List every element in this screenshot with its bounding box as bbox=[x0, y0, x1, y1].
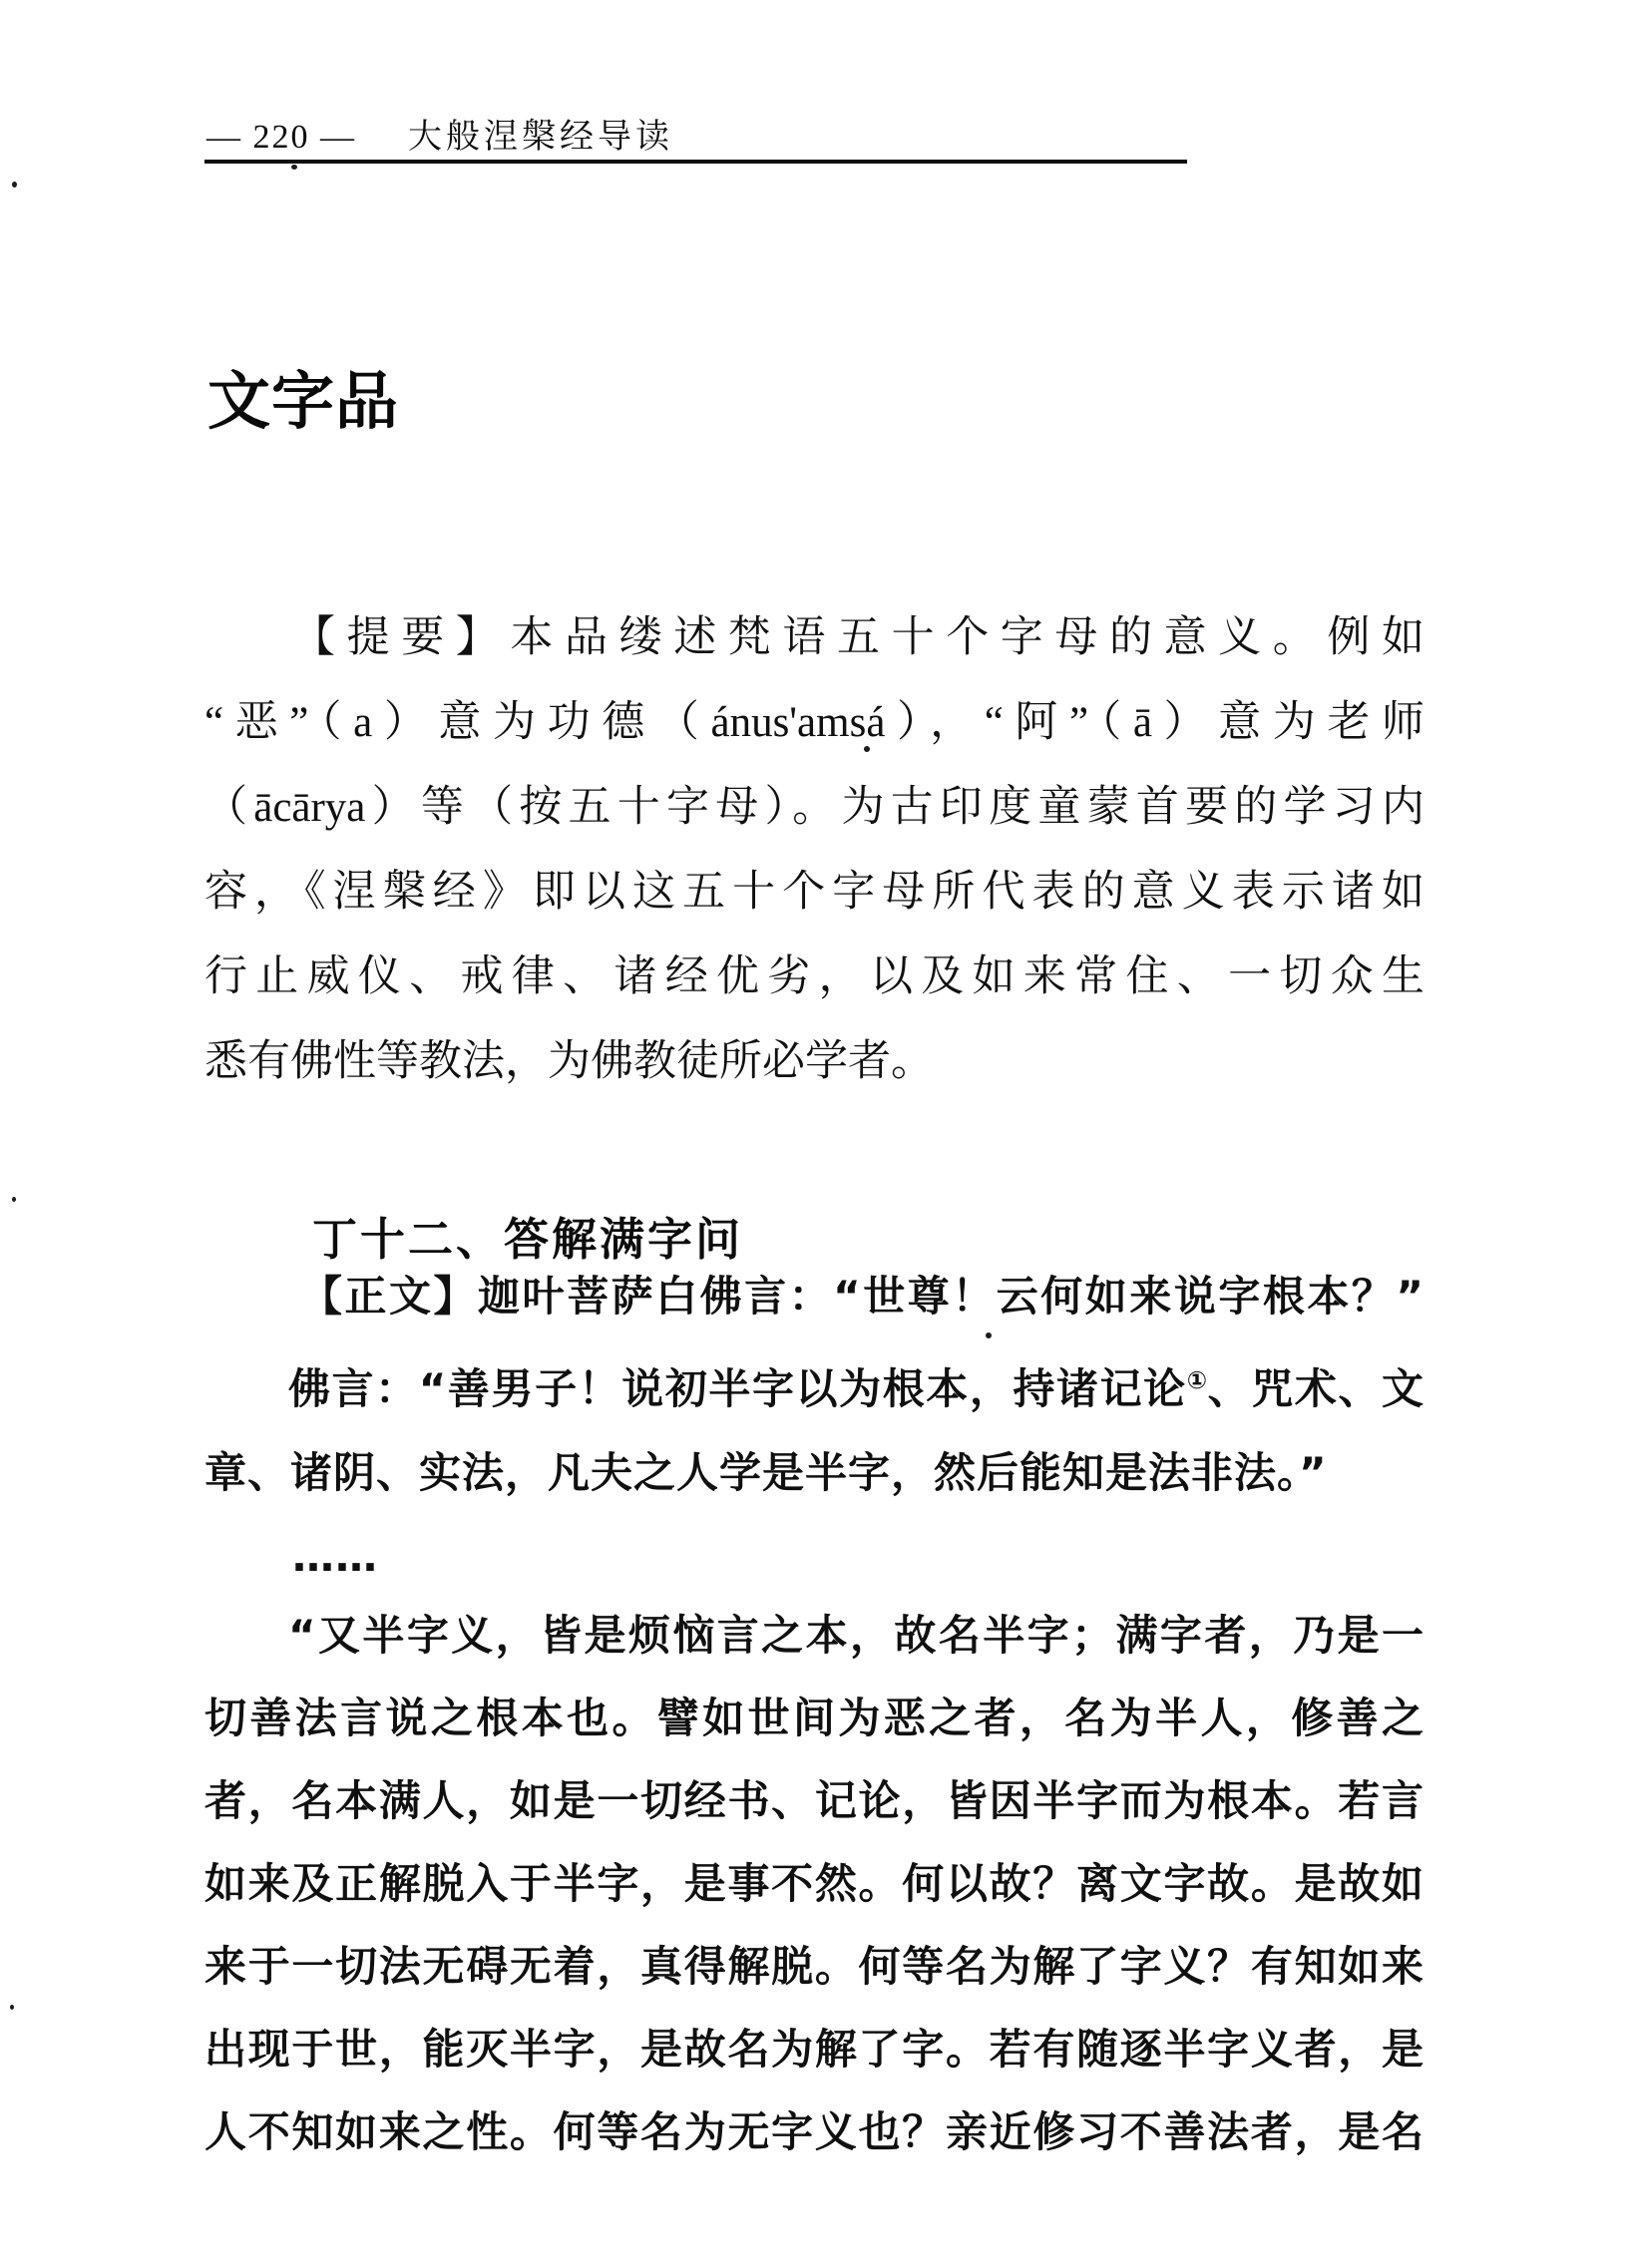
scan-speck bbox=[291, 165, 297, 170]
scripture-intro-paragraph bbox=[204, 1255, 1424, 1599]
ellipsis-line: …… bbox=[292, 1532, 378, 1581]
scripture-body-paragraph bbox=[204, 1594, 1424, 2173]
scripture-line: 如来及正解脱入于半字，是事不然。何以故？离文字故。是故如 bbox=[204, 1859, 1424, 1908]
scripture-line-text: 佛言：“善男子！说初半字以为根本，持诸记论 bbox=[288, 1364, 1187, 1413]
scan-speck bbox=[12, 1197, 16, 1202]
scripture-line: 章、诸阴、实法，凡夫之人学是半字，然后能知是法非法。” bbox=[204, 1448, 1328, 1497]
scripture-line: 【正文】迦叶菩萨白佛言：“世尊！云何如来说字根本？” bbox=[300, 1272, 1424, 1321]
scripture-line: 切善法言说之根本也。譬如世间为恶之者，名为半人，修善之 bbox=[204, 1694, 1424, 1742]
scripture-line: 出现于世，能灭半字，是故名为解了字。若有随逐半字义者，是 bbox=[204, 2025, 1424, 2074]
scan-speck bbox=[10, 2005, 14, 2010]
scripture-line: “又半字义，皆是烦恼言之本，故名半字；满字者，乃是一 bbox=[288, 1611, 1424, 1660]
abstract-line: （ācārya）等（按五十字母）。为古印度童蒙首要的学习内 bbox=[204, 784, 1424, 831]
abstract-line: 容，《涅槃经》即以这五十个字母所代表的意义表示诸如 bbox=[204, 869, 1424, 916]
running-book-title: 大般涅槃经导读 bbox=[408, 119, 673, 156]
header-rule bbox=[204, 160, 1187, 164]
emphasis-dot bbox=[986, 1332, 992, 1338]
page-number: — 220 — bbox=[206, 119, 356, 156]
footnote-marker: ① bbox=[1186, 1366, 1208, 1394]
scripture-line-text: 、咒术、文 bbox=[1207, 1364, 1424, 1413]
scripture-line: 人不知如来之性。何等名为无字义也？亲近修习不善法者，是名 bbox=[204, 2107, 1424, 2156]
chapter-title: 文字品 bbox=[207, 367, 399, 437]
scripture-line: 来于一切法无碍无着，真得解脱。何等名为解了字义？有知如来 bbox=[204, 1942, 1424, 1991]
abstract-line: “恶”（a）意为功德（ánus'amsá），“阿”（ā）意为老师 bbox=[204, 699, 1424, 746]
abstract-paragraph bbox=[204, 595, 1424, 1104]
section-heading: 丁十二、答解满字问 bbox=[312, 1213, 744, 1266]
abstract-line: 行止威仪、戒律、诸经优劣，以及如来常住、一切众生 bbox=[204, 953, 1424, 1000]
page-header bbox=[206, 116, 1204, 160]
abstract-line: 【提要】本品缕述梵语五十个字母的意义。例如 bbox=[292, 614, 1424, 661]
abstract-line: 悉有佛性等教法，为佛教徒所必学者。 bbox=[204, 1038, 934, 1085]
scan-speck bbox=[12, 182, 17, 188]
anusvara-dot bbox=[864, 746, 870, 752]
scripture-line: 者，名本满人，如是一切经书、记论，皆因半字而为根本。若言 bbox=[204, 1776, 1424, 1825]
scripture-line bbox=[204, 1338, 1424, 1431]
